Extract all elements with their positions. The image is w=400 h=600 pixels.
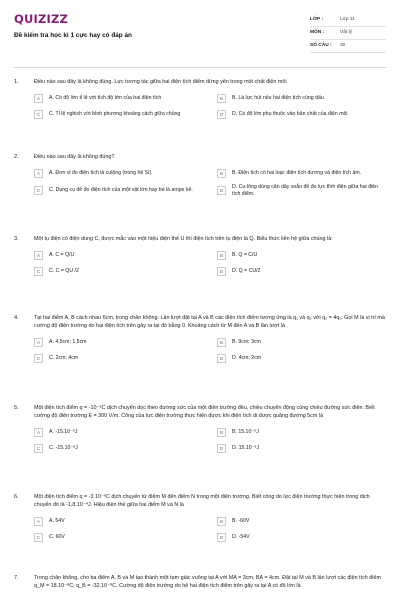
answer-options bbox=[34, 168, 386, 198]
option-d[interactable] bbox=[217, 443, 386, 455]
option-b[interactable] bbox=[217, 250, 386, 262]
answer-options bbox=[34, 93, 386, 121]
option-a[interactable] bbox=[34, 337, 203, 349]
question-number: 4. bbox=[14, 315, 19, 321]
option-letter-box: D bbox=[217, 186, 226, 195]
option-letter-box: C bbox=[34, 267, 43, 276]
option-c[interactable] bbox=[34, 109, 203, 121]
option-a[interactable] bbox=[34, 427, 203, 439]
option-text: C. 2cm; 4cm bbox=[49, 355, 79, 362]
question-5 bbox=[14, 405, 386, 455]
option-letter-box: A bbox=[34, 251, 43, 260]
option-letter-box: C bbox=[34, 444, 43, 453]
option-d[interactable] bbox=[217, 266, 386, 278]
quizizz-logo[interactable]: QUIZIZZ bbox=[14, 12, 69, 26]
question-number: 3. bbox=[14, 236, 19, 242]
question-number: 1. bbox=[14, 79, 19, 85]
question-text: Trong chân không, cho ba điểm A, B và M tạo thành một tam giác vuông tại A với MA = 3cm, BA = 4cm. Đặt tại M và B lần lượt các điện tích điểm q_M = 18.10⁻⁸C; q_B = -32.10⁻⁸C. Cường độ điện trường do hệ hai điện tích điểm trên gây ra tại A có độ lớn là bbox=[34, 575, 381, 589]
option-d[interactable] bbox=[217, 532, 386, 544]
option-text: B. Là lực hút nếu hai điện tích cùng dấu bbox=[232, 95, 324, 102]
worksheet-title: Đề kiểm tra học kì 1 cực hay có đáp án bbox=[14, 32, 132, 39]
option-letter-box: D bbox=[217, 444, 226, 453]
meta-subject-row bbox=[310, 27, 386, 40]
option-text: D. Có độ lớn phụ thuộc vào bản chất của điện môi bbox=[232, 111, 348, 118]
question-text: Điều nào sau đây là không đúng? bbox=[34, 154, 115, 160]
option-letter-box: B bbox=[217, 169, 226, 178]
option-letter-box: B bbox=[217, 94, 226, 103]
question-number: 5. bbox=[14, 405, 19, 411]
question-1 bbox=[14, 79, 386, 121]
option-d[interactable] bbox=[217, 109, 386, 121]
option-text: A. 54V bbox=[49, 518, 65, 525]
option-letter-box: A bbox=[34, 428, 43, 437]
question-text: Tại hai điểm A, B cách nhau 6cm, trong chân không. Lần lượt đặt tại A và B các điện tích điểm tương ứng là q₁ và q₂ với q₂ = 4q₁. Gọi M là vị trí mà cường độ điện trường do hai điện tích trên gây ra tại đó bằng 0. Khoảng cách từ M đến A và B lần lượt là bbox=[34, 315, 385, 329]
option-text: D. Q = CU/2 bbox=[232, 268, 261, 275]
option-a[interactable] bbox=[34, 250, 203, 262]
option-letter-box: C bbox=[34, 354, 43, 363]
option-text: C. C = QU /2 bbox=[49, 268, 79, 275]
meta-subject-label: MÔN : bbox=[310, 29, 325, 35]
option-text: A. C = Q/U bbox=[49, 252, 75, 259]
option-text: B. -60V bbox=[232, 518, 250, 525]
question-text: Một tụ điện có điện dung C, được mắc vào một hiệu điện thế U thì điện tích trên tụ điện là Q. Biểu thức liên hệ giữa chúng là: bbox=[34, 236, 333, 242]
worksheet-meta bbox=[310, 14, 386, 53]
answer-options bbox=[34, 337, 386, 365]
option-c[interactable] bbox=[34, 532, 203, 544]
option-letter-box: B bbox=[217, 251, 226, 260]
option-text: C. Dụng cụ để đo điện tích của một vật lớn hay bé là ampe kế. bbox=[49, 187, 193, 194]
header-divider bbox=[14, 67, 386, 68]
meta-subject-value: Vật lý bbox=[340, 29, 352, 35]
meta-count-label: SỐ CÂU : bbox=[310, 42, 332, 48]
question-number: 2. bbox=[14, 154, 19, 160]
option-d[interactable] bbox=[217, 184, 386, 198]
option-text: C. 60V bbox=[49, 534, 65, 541]
answer-options bbox=[34, 250, 386, 278]
option-text: D. 4cm; 2cm bbox=[232, 355, 262, 362]
option-text: B. 15.10⁻⁶J bbox=[232, 429, 259, 436]
question-6 bbox=[14, 494, 386, 544]
option-text: A. Đơn vị đo điện tích là culông (trong hệ SI). bbox=[49, 170, 153, 177]
option-text: D. Cu-lông dùng cân dây xoắn để đo lực tĩnh điện giữa hai điện tích điểm. bbox=[232, 183, 378, 197]
option-text: B. Q = C/U bbox=[232, 252, 258, 259]
answer-options bbox=[34, 516, 386, 544]
option-b[interactable] bbox=[217, 337, 386, 349]
option-a[interactable] bbox=[34, 516, 203, 528]
option-b[interactable] bbox=[217, 168, 386, 180]
option-letter-box: D bbox=[217, 533, 226, 542]
option-letter-box: D bbox=[217, 110, 226, 119]
meta-class-value: Lớp 11 bbox=[340, 16, 355, 22]
option-text: A. -15.10⁻⁶J bbox=[49, 429, 78, 436]
question-number: 7. bbox=[14, 575, 19, 581]
option-text: D. -54V bbox=[232, 534, 250, 541]
option-b[interactable] bbox=[217, 93, 386, 105]
option-c[interactable] bbox=[34, 184, 203, 198]
option-c[interactable] bbox=[34, 266, 203, 278]
option-letter-box: A bbox=[34, 94, 43, 103]
option-c[interactable] bbox=[34, 353, 203, 365]
option-letter-box: B bbox=[217, 338, 226, 347]
option-c[interactable] bbox=[34, 443, 203, 455]
option-text: C. Tỉ lệ nghịch với bình phương khoảng cách giữa chúng bbox=[49, 111, 181, 118]
option-letter-box: A bbox=[34, 169, 43, 178]
option-a[interactable] bbox=[34, 93, 203, 105]
option-a[interactable] bbox=[34, 168, 203, 180]
option-letter-box: A bbox=[34, 338, 43, 347]
option-letter-box: A bbox=[34, 517, 43, 526]
option-text: C. -15.10⁻⁶J bbox=[49, 445, 78, 452]
option-letter-box: B bbox=[217, 428, 226, 437]
question-text: Một điện tích điểm q = -3.10⁻⁶C dịch chuyển từ điểm M đến điểm N trong một điện trường. Biết công do lực điện trường thực hiện trong dịch chuyển đó là -1,8.10⁻⁴J. Hiệu điện thế giữa hai điểm M và N là bbox=[34, 494, 370, 508]
option-letter-box: D bbox=[217, 267, 226, 276]
option-text: B. 9cm; 3cm bbox=[232, 339, 261, 346]
option-b[interactable] bbox=[217, 427, 386, 439]
worksheet-header bbox=[14, 12, 386, 64]
option-letter-box: C bbox=[34, 110, 43, 119]
option-letter-box: B bbox=[217, 517, 226, 526]
question-4 bbox=[14, 315, 386, 365]
option-letter-box: C bbox=[34, 186, 43, 195]
option-letter-box: C bbox=[34, 533, 43, 542]
question-3 bbox=[14, 236, 386, 278]
option-text: A. Có độ lớn tỉ lệ với tích độ lớn của hai điện tích bbox=[49, 95, 162, 102]
meta-count-row bbox=[310, 40, 386, 53]
question-text: Điều nào sau đây là không đúng. Lực tương tác giữa hai điện tích điểm đứng yên trong một chất điện môi bbox=[34, 79, 287, 85]
option-text: D. 15.10⁻⁶J bbox=[232, 445, 260, 452]
option-text: B. Điện tích có hai loại: điện tích dương và điện tích âm. bbox=[232, 170, 362, 177]
option-letter-box: D bbox=[217, 354, 226, 363]
question-7 bbox=[14, 575, 386, 600]
option-d[interactable] bbox=[217, 353, 386, 365]
question-2 bbox=[14, 154, 386, 197]
question-number: 6. bbox=[14, 494, 19, 500]
meta-class-row bbox=[310, 14, 386, 27]
option-b[interactable] bbox=[217, 516, 386, 528]
question-text: Một điện tích điểm q = -10⁻⁶C dịch chuyển dọc theo đường sức của một điện trường đều, chiều chuyển động cùng chiều đường sức điện. Biết cường độ điện trường E = 300 V/m. Công của lực điện trường thực hiện được khi điện tích di được quãng đường 5cm là bbox=[34, 405, 375, 419]
answer-options bbox=[34, 427, 386, 455]
meta-count-value: 30 bbox=[340, 42, 346, 48]
option-text: A. 4,5cm; 1,5cm bbox=[49, 339, 87, 346]
meta-class-label: LỚP : bbox=[310, 16, 324, 22]
